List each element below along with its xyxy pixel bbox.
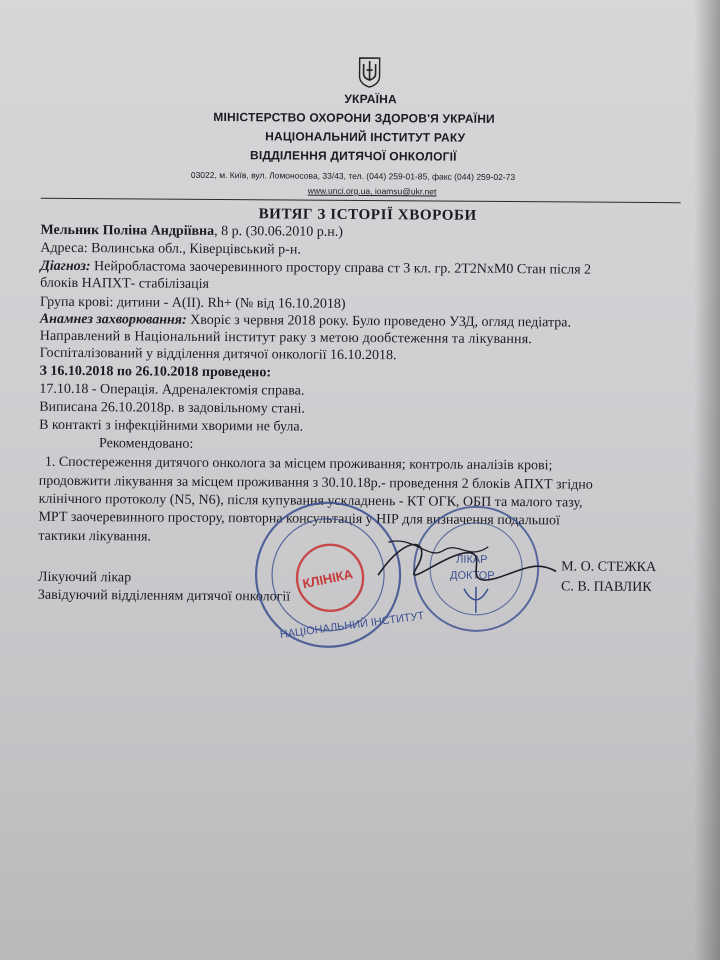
doctor-stamp-line-1: ЛІКАР (456, 553, 488, 566)
recommendation-line-2: продовжити лікування за місцем проживання з 30.10.18р.- проведення 2 блоків АПХТ згідно (38, 473, 593, 493)
red-clinic-stamp (297, 545, 363, 611)
patient-address: Адреса: Волинська обл., Ківерцівський р-н. (40, 240, 301, 258)
operation-line: 17.10.18 - Операція. Адреналектомія справа. (39, 381, 305, 399)
header-department: ВІДДІЛЕННЯ ДИТЯЧОЇ ОНКОЛОГІЇ (249, 148, 457, 164)
patient-line (40, 223, 343, 241)
anamnesis-label: Анамнез захворювання: (39, 311, 187, 328)
blood-group: Група крові: дитини - А(ІІ). Rh+ (№ від 16.10.2018) (39, 294, 346, 312)
clinic-stamp-text: КЛІНІКА (301, 566, 355, 592)
stamps-overlay (237, 479, 578, 661)
header-institute: НАЦІОНАЛЬНИЙ ІНСТИТУТ РАКУ (265, 129, 466, 145)
head-name: С. В. ПАВЛИК (560, 579, 652, 596)
doctor-name: М. О. СТЕЖКА (561, 559, 657, 576)
recommendation-line-4: МРТ заочеревинного простору, повторна консультація у НІР для визначення подальшої (38, 509, 560, 529)
recommended-label: Рекомендовано: (98, 436, 194, 452)
header-divider (41, 198, 681, 203)
caduceus-icon (464, 587, 488, 613)
header-ministry: МІНІСТЕРСТВО ОХОРОНИ ЗДОРОВ'Я УКРАЇНИ (213, 109, 495, 126)
anamnesis-line-3: Госпіталізований у відділення дитячої онкології 16.10.2018. (39, 345, 397, 364)
doctor-stamp-line-2: ДОКТОР (450, 569, 495, 582)
contact-line: В контакті з інфекційними хворими не була. (39, 417, 304, 435)
round-stamp-text: НАЦІОНАЛЬНИЙ ІНСТИТУТ (279, 609, 425, 642)
patient-name: Мельник Поліна Андріївна (40, 222, 215, 239)
header-web: www.unci.org.ua, ioamsu@ukr.net (307, 185, 437, 197)
doctor-label: Лікуючий лікар (38, 569, 132, 586)
diagnosis-label: Діагноз: (40, 258, 91, 275)
diagnosis-line-2: блоків НАПХТ- стабілізація (40, 275, 210, 292)
recommendation-line-5: тактики лікування. (38, 528, 151, 545)
anamnesis-line-2: Направлений в Національний інститут раку з метою дообстеження та лікування. (39, 328, 533, 348)
treatment-period: З 16.10.2018 по 26.10.2018 проведено: (39, 363, 272, 381)
diagnosis-text: Нейробластома заочеревинного простору справа ст 3 кл. гр. 2T2NxM0 Стан після 2 (90, 259, 592, 278)
document-title: ВИТЯГ З ІСТОРІЇ ХВОРОБИ (258, 206, 477, 224)
coat-of-arms-icon (357, 56, 381, 88)
recommendation-line-1: 1. Спостереження дитячого онколога за місцем проживання; контроль аналізів крові; (44, 454, 553, 474)
header-address: 03022, м. Київ, вул. Ломоносова, 33/43, тел. (044) 259-01-85, факс (044) 259-02-73 (190, 169, 516, 183)
anamnesis-text: Хворіє з червня 2018 року. Було проведено УЗД, огляд педіатра. (186, 312, 572, 331)
recommendation-line-3: клінічного протоколу (N5, N6), після купування ускладнень - КТ ОГК, ОБП та малого тазу, (38, 491, 583, 511)
header-country: УКРАЇНА (344, 91, 397, 107)
discharge-line: Виписана 26.10.2018р. в задовільному стані. (39, 399, 305, 417)
head-label: Завідуючий відділенням дитячої онкології (37, 587, 291, 605)
patient-age: , 8 р. (30.06.2010 р.н.) (214, 223, 344, 240)
